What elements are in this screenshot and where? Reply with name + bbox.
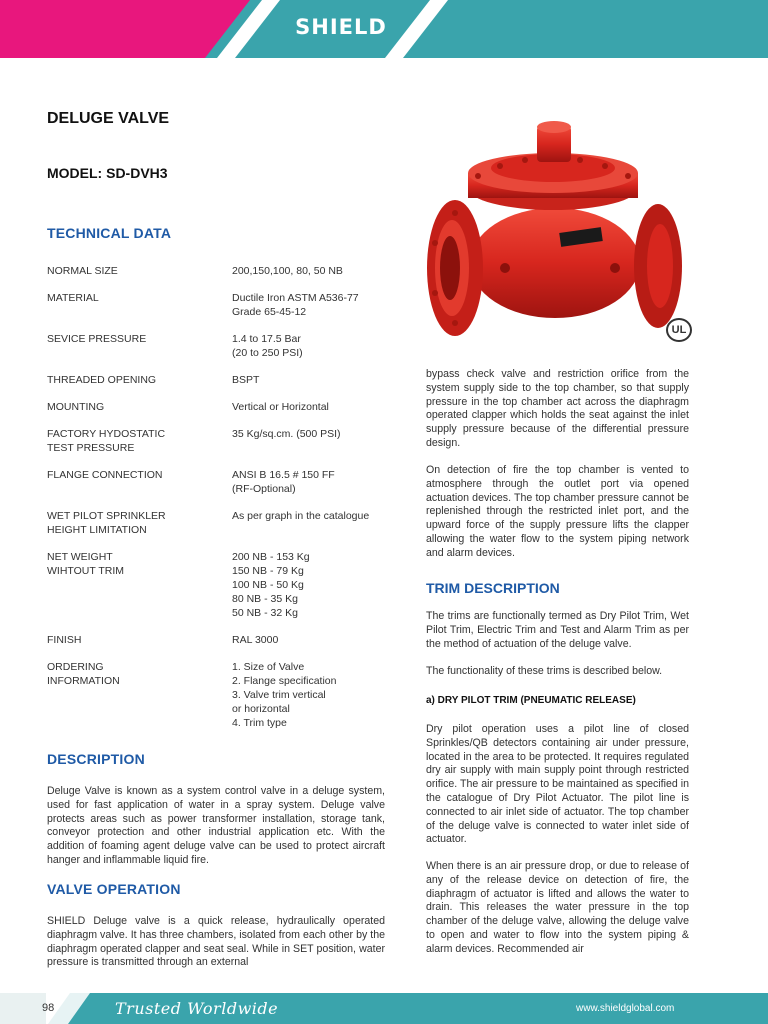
spec-row: ORDERING INFORMATION 1. Size of Valve 2. Flange specification 3. Valve trim vertical or horizontal 4. Trim type bbox=[47, 661, 337, 729]
trim-text: The trims are functionally termed as Dry Pilot Trim, Wet Pilot Trim, Electric Trim and Test and Alarm Trim as per the method of actuation of the deluge valve. bbox=[426, 610, 689, 650]
valve-operation-heading: VALVE OPERATION bbox=[47, 881, 181, 897]
spec-row: FINISH RAL 3000 bbox=[47, 634, 279, 646]
description-text: Deluge Valve is known as a system control valve in a deluge system, used for fast application of water in a spray system. Deluge valve protects areas such as power transformer installation, storage tank, conveyor protection and other industrial application etc. With the addition of foaming agent deluge valve can be used to protect aircraft hanger and inflammable liquid fire. bbox=[47, 785, 385, 866]
spec-row: SEVICE PRESSURE 1.4 to 17.5 Bar (20 to 250 PSI) bbox=[47, 333, 303, 359]
ul-certification-mark: UL bbox=[666, 318, 692, 342]
dry-pilot-trim-heading: a) DRY PILOT TRIM (PNEUMATIC RELEASE) bbox=[426, 695, 636, 706]
brand-logo: SHIELD bbox=[295, 15, 387, 39]
air-pressure-text: When there is an air pressure drop, or due to release of any of the release device on detection of fire, the diaphragm of actuator is lifted and allows the water to drain. This releases the water pressure in the top chamber of the deluge valve, allowing the deluge valve to open and water to flow into the system piping & alarm devices. Recommended air bbox=[426, 860, 689, 955]
dry-pilot-text: Dry pilot operation uses a pilot line of closed Sprinkles/QB detectors containing air under pressure, located in the area to be protected. It requires regulated dry air supply with main supply point through restricted orifice. The air pressure to be maintained as specified in the catalogue of Dry Pilot Actuator. The pilot line is connected to air inlet side of actuator. The top chamber of the deluge valve is connected to water inlet side of actuator. bbox=[426, 723, 689, 846]
model-number: MODEL: SD-DVH3 bbox=[47, 165, 168, 181]
spec-row: WET PILOT SPRINKLER HEIGHT LIMITATION As per graph in the catalogue bbox=[47, 510, 370, 536]
valve-operation-continued: bypass check valve and restriction orifice from the system supply side to the top chamber, so that supply pressure in the top chamber act across the diaphragm operated clapper which holds the seat against the inlet supply pressure because of the differential pressure design. bbox=[426, 368, 689, 449]
page-number: 98 bbox=[42, 1002, 55, 1014]
spec-row: FACTORY HYDOSTATIC TEST PRESSURE 35 Kg/sq.cm. (500 PSI) bbox=[47, 428, 341, 454]
trim-functionality-text: The functionality of these trims is described below. bbox=[426, 665, 663, 677]
valve-operation-text: SHIELD Deluge valve is a quick release, hydraulically operated diaphragm valve. It has three chambers, isolated from each other by the diaphragm operated clapper and seat seal. While in SET position, water pressure is transmitted through an external bbox=[47, 915, 385, 969]
website-link[interactable]: www.shieldglobal.com bbox=[576, 1003, 675, 1014]
fire-detection-text: On detection of fire the top chamber is vented to atmosphere through the outlet port via opened actuation devices. The top chamber pressure cannot be replenished through the restricted inlet port, and the upward force of the supply pressure lifts the clapper allowing the water flow to the system piping network and alarm devices. bbox=[426, 464, 689, 559]
spec-row: FLANGE CONNECTION ANSI B 16.5 # 150 FF (RF-Optional) bbox=[47, 469, 335, 495]
spec-row: MATERIAL Ductile Iron ASTM A536-77 Grade 65-45-12 bbox=[47, 292, 359, 318]
spec-row: NORMAL SIZE 200,150,100, 80, 50 NB bbox=[47, 265, 343, 277]
page-footer bbox=[0, 993, 768, 1024]
description-heading: DESCRIPTION bbox=[47, 751, 145, 767]
trim-description-heading: TRIM DESCRIPTION bbox=[426, 580, 560, 596]
deluge-valve-image bbox=[420, 118, 690, 348]
footer-tagline: Trusted Worldwide bbox=[115, 999, 279, 1018]
technical-data-table bbox=[47, 264, 397, 743]
page-header bbox=[0, 0, 768, 58]
spec-row: NET WEIGHT WIHTOUT TRIM 200 NB - 153 Kg 150 NB - 79 Kg 100 NB - 50 Kg 80 NB - 35 Kg 50 NB - 32 Kg bbox=[47, 551, 310, 619]
page-title: DELUGE VALVE bbox=[47, 110, 170, 127]
spec-row: THREADED OPENING BSPT bbox=[47, 374, 260, 386]
technical-data-heading: TECHNICAL DATA bbox=[47, 225, 172, 241]
spec-row: MOUNTING Vertical or Horizontal bbox=[47, 401, 329, 413]
